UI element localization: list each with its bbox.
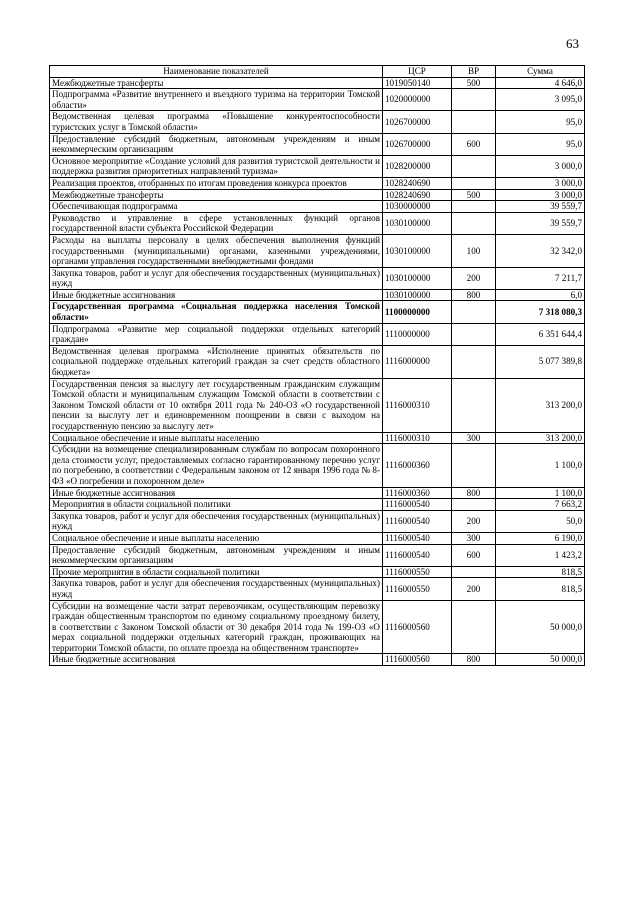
column-header-name: Наименование показателей [50, 66, 383, 78]
row-code-cell: 1030100000 [383, 234, 452, 267]
row-code-cell: 1116000560 [383, 600, 452, 654]
row-amount-cell: 1 423,2 [496, 544, 585, 566]
row-name-cell: Субсидии на возмещение части затрат перевозчикам, осуществляющим перевозку граждан общественным транспортом по единому социальному проездному билету, в соответствии с Законом Томской области от 30 декабря 2014 года № 199-ОЗ «О мерах социальной поддержки отдельных категорий граждан, проживающих на территории Томской области, по оплате проезда на общественном транспорте» [50, 600, 383, 654]
table-row [50, 77, 585, 89]
table-row [50, 267, 585, 289]
row-code-cell: 1020000000 [383, 89, 452, 111]
row-vr-cell [452, 323, 496, 345]
row-vr-cell: 800 [452, 289, 496, 301]
row-amount-cell: 1 100,0 [496, 487, 585, 499]
row-amount-cell: 50 000,0 [496, 600, 585, 654]
row-amount-cell: 6,0 [496, 289, 585, 301]
table-row [50, 544, 585, 566]
row-code-cell: 1030100000 [383, 289, 452, 301]
row-code-cell: 1116000550 [383, 578, 452, 600]
row-code-cell: 1116000310 [383, 378, 452, 432]
row-name-cell: Руководство и управление в сфере установленных функций органов государственной власти субъекта Российской Федерации [50, 212, 383, 234]
row-name-cell: Мероприятия в области социальной политики [50, 499, 383, 511]
table-header-row [50, 66, 585, 78]
row-vr-cell: 800 [452, 654, 496, 666]
row-amount-cell: 7 318 080,3 [496, 301, 585, 323]
row-vr-cell: 600 [452, 133, 496, 155]
row-name-cell: Иные бюджетные ассигнования [50, 487, 383, 499]
row-vr-cell [452, 301, 496, 323]
row-name-cell: Предоставление субсидий бюджетным, автономным учреждениям и иным некоммерческим организациям [50, 544, 383, 566]
row-amount-cell: 3 000,0 [496, 177, 585, 189]
row-code-cell: 1116000360 [383, 487, 452, 499]
column-header-code: ЦСР [383, 66, 452, 78]
row-code-cell: 1028200000 [383, 155, 452, 177]
row-name-cell: Предоставление субсидий бюджетным, автономным учреждениям и иным некоммерческим организациям [50, 133, 383, 155]
row-name-cell: Подпрограмма «Развитие мер социальной поддержки отдельных категорий граждан» [50, 323, 383, 345]
table-row [50, 289, 585, 301]
row-amount-cell: 32 342,0 [496, 234, 585, 267]
table-row [50, 532, 585, 544]
row-amount-cell: 3 000,0 [496, 155, 585, 177]
row-code-cell: 1100000000 [383, 301, 452, 323]
table-body [50, 77, 585, 665]
row-vr-cell [452, 111, 496, 133]
row-amount-cell: 95,0 [496, 133, 585, 155]
row-vr-cell [452, 177, 496, 189]
row-code-cell: 1116000550 [383, 566, 452, 578]
table-row [50, 378, 585, 432]
row-name-cell: Субсидии на возмещение специализированным службам по вопросам похоронного дела стоимости услуг, предоставляемых согласно гарантированному перечню услуг по погребению, в соответствии с Федеральным законом от 12 января 1996 года № 8-ФЗ «О погребении и похоронном деле» [50, 444, 383, 487]
table-row [50, 566, 585, 578]
row-name-cell: Межбюджетные трансферты [50, 77, 383, 89]
row-vr-cell [452, 566, 496, 578]
row-amount-cell: 818,5 [496, 578, 585, 600]
row-code-cell: 1110000000 [383, 323, 452, 345]
row-code-cell: 1116000560 [383, 654, 452, 666]
row-vr-cell [452, 89, 496, 111]
row-name-cell: Подпрограмма «Развитие внутреннего и въездного туризма на территории Томской области» [50, 89, 383, 111]
row-amount-cell: 6 190,0 [496, 532, 585, 544]
row-name-cell: Социальное обеспечение и иные выплаты населению [50, 432, 383, 444]
row-vr-cell [452, 499, 496, 511]
row-name-cell: Прочие мероприятия в области социальной политики [50, 566, 383, 578]
row-vr-cell: 200 [452, 267, 496, 289]
row-name-cell: Государственная программа «Социальная поддержка населения Томской области» [50, 301, 383, 323]
table-row [50, 234, 585, 267]
row-name-cell: Обеспечивающая подпрограмма [50, 201, 383, 213]
row-code-cell: 1026700000 [383, 111, 452, 133]
table-row [50, 201, 585, 213]
row-vr-cell: 800 [452, 487, 496, 499]
column-header-amount: Сумма [496, 66, 585, 78]
row-name-cell: Социальное обеспечение и иные выплаты населению [50, 532, 383, 544]
table-row [50, 600, 585, 654]
row-amount-cell: 95,0 [496, 111, 585, 133]
row-name-cell: Межбюджетные трансферты [50, 189, 383, 201]
row-code-cell: 1028240690 [383, 177, 452, 189]
row-code-cell: 1030100000 [383, 267, 452, 289]
row-vr-cell [452, 212, 496, 234]
row-name-cell: Закупка товаров, работ и услуг для обеспечения государственных (муниципальных) нужд [50, 267, 383, 289]
row-name-cell: Ведомственная целевая программа «Исполнение принятых обязательств по социальной поддержке отдельных категорий граждан за счет средств областного бюджета» [50, 345, 383, 378]
table-row [50, 133, 585, 155]
row-amount-cell: 1 100,0 [496, 444, 585, 487]
table-row [50, 432, 585, 444]
row-amount-cell: 7 663,2 [496, 499, 585, 511]
row-amount-cell: 3 095,0 [496, 89, 585, 111]
row-vr-cell [452, 444, 496, 487]
column-header-vr: ВР [452, 66, 496, 78]
row-vr-cell [452, 155, 496, 177]
row-amount-cell: 50,0 [496, 510, 585, 532]
table-row [50, 444, 585, 487]
row-name-cell: Иные бюджетные ассигнования [50, 654, 383, 666]
table-row [50, 189, 585, 201]
row-amount-cell: 5 077 389,8 [496, 345, 585, 378]
table-row [50, 89, 585, 111]
row-code-cell: 1116000000 [383, 345, 452, 378]
row-code-cell: 1116000540 [383, 510, 452, 532]
row-amount-cell: 313 200,0 [496, 432, 585, 444]
row-vr-cell: 500 [452, 189, 496, 201]
budget-table [49, 65, 585, 666]
row-code-cell: 1116000310 [383, 432, 452, 444]
row-name-cell: Закупка товаров, работ и услуг для обеспечения государственных (муниципальных) нужд [50, 510, 383, 532]
row-name-cell: Иные бюджетные ассигнования [50, 289, 383, 301]
row-name-cell: Расходы на выплаты персоналу в целях обеспечения выполнения функций государственными (муниципальными) органами, казенными учреждениями, органами управления государственными внебюджетными фондами [50, 234, 383, 267]
row-vr-cell [452, 345, 496, 378]
row-vr-cell: 300 [452, 532, 496, 544]
table-row [50, 487, 585, 499]
row-amount-cell: 50 000,0 [496, 654, 585, 666]
row-vr-cell: 200 [452, 578, 496, 600]
row-vr-cell: 300 [452, 432, 496, 444]
row-name-cell: Реализация проектов, отобранных по итогам проведения конкурса проектов [50, 177, 383, 189]
row-name-cell: Основное мероприятие «Создание условий для развития туристской деятельности и поддержка развития приоритетных направлений туризма» [50, 155, 383, 177]
table-row [50, 499, 585, 511]
row-amount-cell: 39 559,7 [496, 201, 585, 213]
row-code-cell: 1028240690 [383, 189, 452, 201]
row-amount-cell: 4 646,0 [496, 77, 585, 89]
row-amount-cell: 6 351 644,4 [496, 323, 585, 345]
table-row [50, 345, 585, 378]
row-vr-cell: 600 [452, 544, 496, 566]
row-name-cell: Государственная пенсия за выслугу лет государственным гражданским служащим Томской области и муниципальным служащим Томской области в соответствии с Законом Томской области от 10 октября 2011 года № 240-ОЗ «О государственной пенсии за выслугу лет и единовременном поощрении в связи с выходом на государственную пенсию за выслугу лет» [50, 378, 383, 432]
row-vr-cell: 200 [452, 510, 496, 532]
row-name-cell: Ведомственная целевая программа «Повышение конкурентоспособности туристских услуг в Томской области» [50, 111, 383, 133]
row-amount-cell: 7 211,7 [496, 267, 585, 289]
row-code-cell: 1116000540 [383, 544, 452, 566]
table-row [50, 323, 585, 345]
row-code-cell: 1030100000 [383, 212, 452, 234]
row-vr-cell [452, 378, 496, 432]
row-code-cell: 1019050140 [383, 77, 452, 89]
row-amount-cell: 39 559,7 [496, 212, 585, 234]
table-row [50, 155, 585, 177]
table-row [50, 111, 585, 133]
row-vr-cell: 500 [452, 77, 496, 89]
table-row [50, 510, 585, 532]
row-amount-cell: 313 200,0 [496, 378, 585, 432]
table-row [50, 301, 585, 323]
table-row [50, 177, 585, 189]
table-row [50, 578, 585, 600]
table-row [50, 212, 585, 234]
row-vr-cell: 100 [452, 234, 496, 267]
row-name-cell: Закупка товаров, работ и услуг для обеспечения государственных (муниципальных) нужд [50, 578, 383, 600]
row-code-cell: 1116000360 [383, 444, 452, 487]
row-vr-cell [452, 600, 496, 654]
page-number: 63 [566, 36, 579, 51]
row-vr-cell [452, 201, 496, 213]
row-code-cell: 1030000000 [383, 201, 452, 213]
row-code-cell: 1116000540 [383, 532, 452, 544]
row-code-cell: 1026700000 [383, 133, 452, 155]
row-amount-cell: 818,5 [496, 566, 585, 578]
row-code-cell: 1116000540 [383, 499, 452, 511]
table-row [50, 654, 585, 666]
row-amount-cell: 3 000,0 [496, 189, 585, 201]
